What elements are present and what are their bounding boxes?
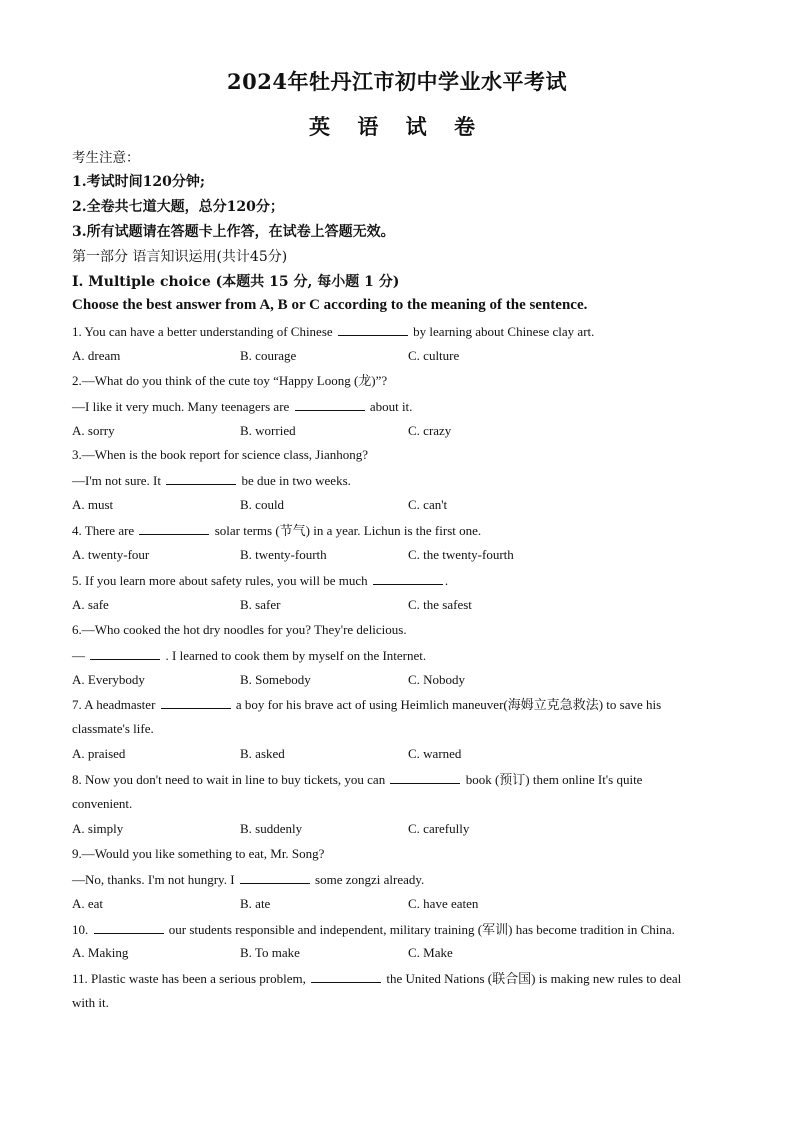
answer-blank xyxy=(311,970,381,983)
answer-blank xyxy=(240,871,310,884)
question-text: 4. There are xyxy=(72,523,138,538)
option-c: C. the safest xyxy=(408,597,472,612)
question-11-line xyxy=(72,970,681,987)
option-b: B. suddenly xyxy=(240,821,303,836)
section-heading: Ⅰ. Multiple choice (本题共 15 分, 每小题 1 分) xyxy=(72,274,400,290)
option-c: C. warned xyxy=(408,746,462,761)
option-a: A. twenty-four xyxy=(72,547,150,562)
note-item: 1.考试时间120分钟; xyxy=(72,174,206,190)
instruction: Choose the best answer from A, B or C according to the meaning of the sentence. xyxy=(72,297,588,313)
question-text: . xyxy=(444,573,449,588)
answer-blank xyxy=(338,323,408,336)
question-text: — xyxy=(72,648,89,663)
question-2-line xyxy=(72,398,412,415)
question-7-line xyxy=(72,696,661,713)
question-text: by learning about Chinese clay art. xyxy=(409,324,595,339)
question-5-line xyxy=(72,572,448,589)
question-6-line xyxy=(72,647,426,664)
question-8-line xyxy=(72,796,132,812)
question-text: convenient. xyxy=(72,796,133,811)
question-text: about it. xyxy=(366,399,413,414)
question-10-line xyxy=(72,921,675,938)
option-b: B. twenty-fourth xyxy=(240,547,327,562)
question-9-line xyxy=(72,871,424,888)
option-a: A. must xyxy=(72,497,114,512)
question-text: 10. xyxy=(72,922,92,937)
option-c: C. crazy xyxy=(408,423,452,438)
option-c: C. have eaten xyxy=(408,896,479,911)
answer-blank xyxy=(90,647,160,660)
answer-blank xyxy=(295,398,365,411)
question-text: with it. xyxy=(72,995,109,1010)
question-4-line xyxy=(72,522,481,539)
answer-blank xyxy=(161,696,231,709)
question-3-line xyxy=(72,447,368,463)
option-a: A. safe xyxy=(72,597,109,612)
part-heading: 第一部分 语言知识运用(共计45分) xyxy=(72,249,288,265)
question-text: 1. You can have a better understanding of Chinese xyxy=(72,324,336,339)
question-text: 11. Plastic waste has been a serious problem, xyxy=(72,971,310,986)
option-c: C. carefully xyxy=(408,821,470,836)
question-text: be due in two weeks. xyxy=(238,473,351,488)
option-c: C. culture xyxy=(408,348,460,363)
option-b: B. could xyxy=(240,497,285,512)
option-b: B. ate xyxy=(240,896,271,911)
option-c: C. the twenty-fourth xyxy=(408,547,514,562)
answer-blank xyxy=(166,472,236,485)
answer-blank xyxy=(390,771,460,784)
question-7-line xyxy=(72,721,154,737)
option-c: C. Nobody xyxy=(408,672,466,687)
question-text: 2.—What do you think of the cute toy “Happy Loong (龙)”? xyxy=(72,373,388,388)
question-text: —No, thanks. I'm not hungry. I xyxy=(72,872,238,887)
exam-title: 2024年牡丹江市初中学业水平考试 xyxy=(227,69,567,94)
option-b: B. To make xyxy=(240,945,300,960)
notes-heading: 考生注意： xyxy=(72,150,140,166)
option-b: B. asked xyxy=(240,746,285,761)
option-a: A. simply xyxy=(72,821,124,836)
question-text: 8. Now you don't need to wait in line to buy tickets, you can xyxy=(72,772,389,787)
question-9-line xyxy=(72,846,324,862)
question-text: —I like it very much. Many teenagers are xyxy=(72,399,293,414)
answer-blank xyxy=(139,522,209,535)
question-6-line xyxy=(72,622,407,638)
option-c: C. Make xyxy=(408,945,453,960)
question-text: 7. A headmaster xyxy=(72,697,159,712)
exam-subtitle: 英 语 试 卷 xyxy=(309,114,485,139)
question-text: the United Nations (联合国) is making new rules to deal xyxy=(383,971,682,986)
question-text: . I learned to cook them by myself on the Internet. xyxy=(162,648,427,663)
option-b: B. safer xyxy=(240,597,281,612)
question-text: some zongzi already. xyxy=(311,872,425,887)
question-1-line xyxy=(72,323,594,340)
question-text: classmate's life. xyxy=(72,721,154,736)
note-item: 3.所有试题请在答题卡上作答，在试卷上答题无效。 xyxy=(72,224,395,240)
question-text: 5. If you learn more about safety rules, you will be much xyxy=(72,573,371,588)
answer-blank xyxy=(373,572,443,585)
option-a: A. eat xyxy=(72,896,104,911)
option-a: A. dream xyxy=(72,348,121,363)
question-text: solar terms (节气) in a year. Lichun is the first one. xyxy=(211,523,482,538)
question-text: a boy for his brave act of using Heimlich maneuver(海姆立克急救法) to save his xyxy=(232,697,662,712)
question-8-line xyxy=(72,771,642,788)
question-text: 3.—When is the book report for science class, Jianhong? xyxy=(72,447,369,462)
question-text: —I'm not sure. It xyxy=(72,473,165,488)
option-b: B. worried xyxy=(240,423,296,438)
question-text: 9.—Would you like something to eat, Mr. Song? xyxy=(72,846,325,861)
option-a: A. Everybody xyxy=(72,672,145,687)
question-3-line xyxy=(72,472,351,489)
question-text: 6.—Who cooked the hot dry noodles for you? They're delicious. xyxy=(72,622,407,637)
question-2-line xyxy=(72,373,387,389)
option-b: B. Somebody xyxy=(240,672,311,687)
question-text: book (预订) them online It's quite xyxy=(462,772,643,787)
note-item: 2.全卷共七道大题，总分120分； xyxy=(72,199,284,215)
option-a: A. Making xyxy=(72,945,129,960)
question-11-line xyxy=(72,995,109,1011)
option-a: A. sorry xyxy=(72,423,115,438)
option-a: A. praised xyxy=(72,746,126,761)
option-b: B. courage xyxy=(240,348,297,363)
option-c: C. can't xyxy=(408,497,448,512)
answer-blank xyxy=(94,921,164,934)
question-text: our students responsible and independent, military training (军训) has become tradition in China. xyxy=(165,922,675,937)
